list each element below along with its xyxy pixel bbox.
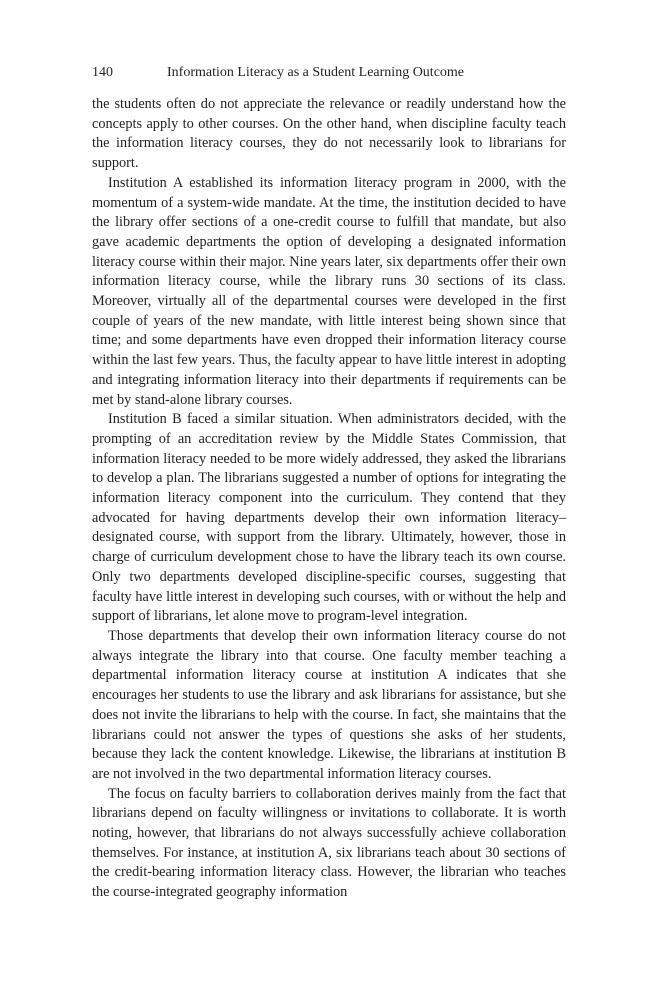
paragraph-departments: Those departments that develop their own information literacy course do not always integrate the library into that course. One faculty member teaching a departmental information literacy course at institution A indicates that she encourages her students to use the library and ask librarians for assistance, but she does not invite the librarians to help with the course. In fact, she maintains that the librarians could not answer the types of questions she asks of her students, because they lack the content knowledge. Likewise, the librarians at institution B are not involved in the two departmental information literacy courses. [92, 627, 566, 782]
paragraph-faculty-barriers: The focus on faculty barriers to collaboration derives mainly from the fact that librarians depend on faculty willingness or invitations to collaborate. It is worth noting, however, that librarians do not always successfully achieve collaboration themselves. For instance, at institution A, six librarians teach about 30 sections of the credit-bearing information literacy class. However, the librarian who teaches the course-integrated geography information [92, 785, 566, 901]
paragraph-institution-b: Institution B faced a similar situation. When administrators decided, with the prompting of an accreditation review by the Middle States Commission, that information literacy needed to be more widely addressed, they asked the librarians to develop a plan. The librarians suggested a number of options for integrating the information literacy component into the curriculum. They contend that they advocated for having departments develop their own information literacy–designated course, with support from the library. Ultimately, however, those in charge of curriculum development chose to have the library teach its own course. Only two departments developed discipline-specific courses, suggesting that faculty have little interest in developing such courses, with or without the help and support of librarians, let alone move to program-level integration. [92, 411, 566, 625]
book-page [92, 64, 566, 903]
page-header [92, 64, 566, 82]
paragraph-institution-a: Institution A established its information literacy program in 2000, with the momentum of a system-wide mandate. At the time, the institution decided to have the library offer sections of a one-credit course to fulfill that mandate, but also gave academic departments the option of developing a designated information literacy course within their major. Nine years later, six departments offer their own information literacy course, while the library runs 30 sections of its class. Moreover, virtually all of the departmental courses were developed in the first couple of years of the new mandate, with little interest being shown since that time; and some departments have even dropped their information literacy course within the last few years. Thus, the faculty appear to have little interest in adopting and integrating information literacy into their departments if requirements can be met by stand-alone library courses. [92, 174, 566, 408]
running-head: Information Literacy as a Student Learning Outcome [167, 65, 465, 80]
body-text [92, 95, 566, 903]
paragraph-continued: the students often do not appreciate the relevance or readily understand how the concepts apply to other courses. On the other hand, when discipline faculty teach the information literacy courses, they do not necessarily look to librarians for support. [92, 96, 566, 172]
page-number: 140 [92, 65, 113, 80]
